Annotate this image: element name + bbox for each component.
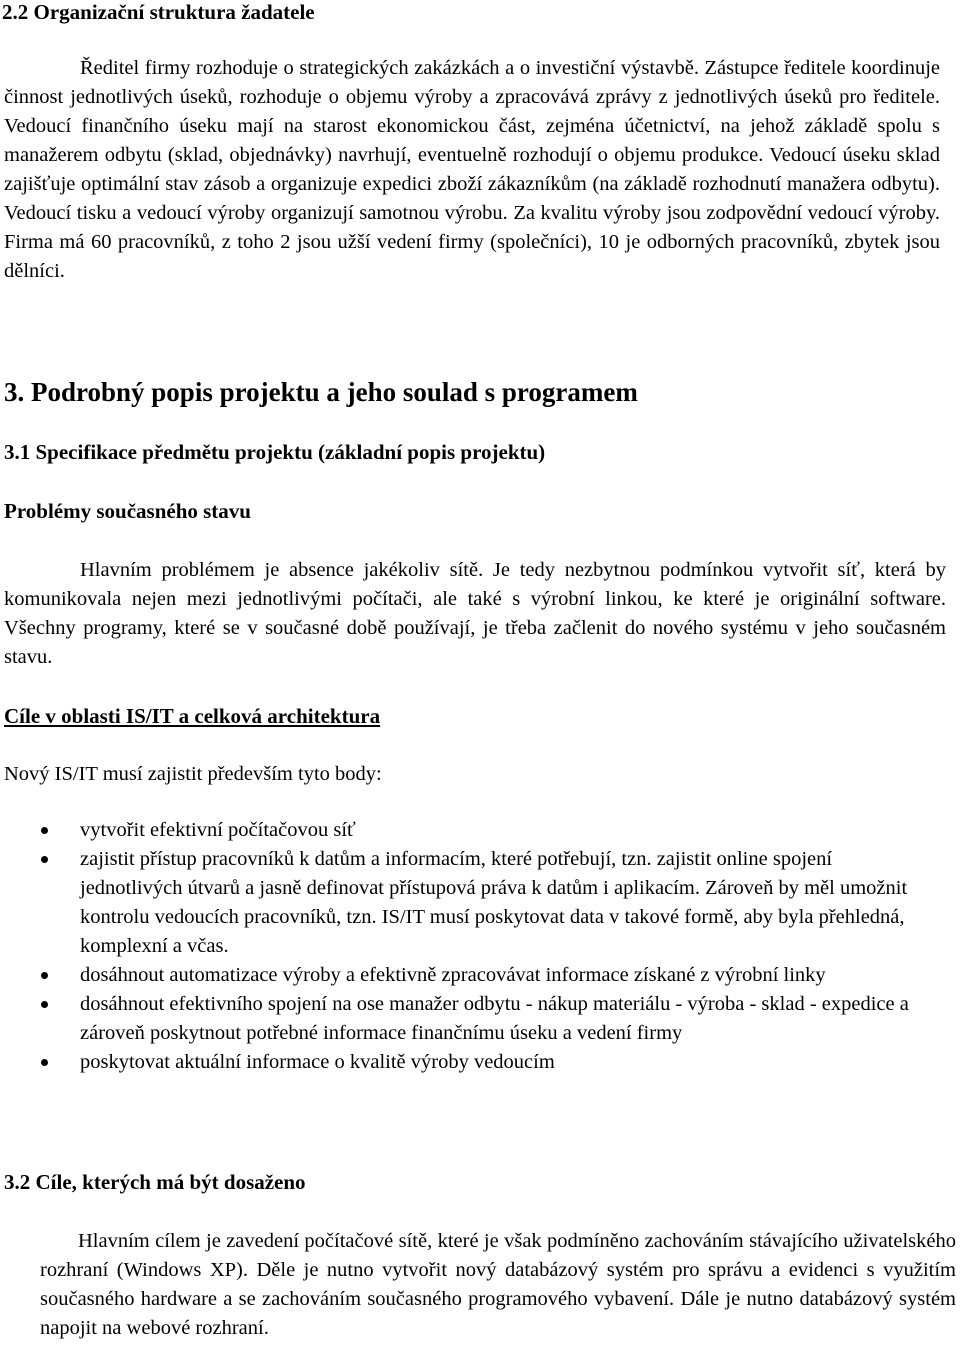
- list-item-text: zajistit přístup pracovníků k datům a informacím, které potřebují, tzn. zajistit online spojení jednotlivých útvarů a jasně definovat přístupová práva k datům i aplikacím. Zároveň by měl umožnit kontrolu vedoucích pracovníků, tzn. IS/IT musí poskytovat data v takové formě, aby byla přehledná, komplexní a včas.: [80, 848, 908, 957]
- bullet-icon: [41, 972, 48, 979]
- goals-heading: Cíle v oblasti IS/IT a celková architektura: [4, 704, 381, 728]
- list-item: [0, 816, 960, 845]
- problems-paragraph: Hlavním problémem je absence jakékoliv sítě. Je tedy nezbytnou podmínkou vytvořit síť, která by komunikovala nejen mezi jednotlivými počítači, ale také s výrobní linkou, ke které je originální software. Všechny programy, které se v současné době používají, je třeba začlenit do nového systému v jeho současném stavu.: [4, 559, 946, 668]
- section-3-2-paragraph: Hlavním cílem je zavedení počítačové sítě, které je však podmíněno zachováním stávajícího uživatelského rozhraní (Windows XP). Děle je nutno vytvořit nový databázový systém pro správu a evidenci s využitím současného hardware a se zachováním současného programového vybavení. Dále je nutno databázový systém napojit na webové rozhraní.: [40, 1230, 956, 1339]
- list-item: [0, 1048, 960, 1077]
- goals-intro: Nový IS/IT musí zajistit především tyto body:: [4, 763, 382, 785]
- list-item-text: dosáhnout efektivního spojení na ose manažer odbytu - nákup materiálu - výroba - sklad - expedice a zároveň poskytnout potřebné informace finančnímu úseku a vedení firmy: [80, 993, 909, 1044]
- list-item-text: vytvořit efektivní počítačovou síť: [80, 819, 356, 841]
- list-item-text: dosáhnout automatizace výroby a efektivně zpracovávat informace získané z výrobní linky: [80, 964, 826, 986]
- section-2-2-paragraph: Ředitel firmy rozhoduje o strategických zakázkách a o investiční výstavbě. Zástupce ředitele koordinuje činnost jednotlivých úseků, rozhoduje o objemu výroby a zpracovává zprávy z jednotlivých úseků pro ředitele. Vedoucí finančního úseku mají na starost ekonomickou část, zejména účetnictví, na jehož základě spolu s manažerem odbytu (sklad, objednávky) navrhují, eventuelně rozhodují o objemu produkce. Vedoucí úseku sklad zajišťuje optimální stav zásob a organizuje expedici zboží zákazníkům (na základě rozhodnutí manažera odbytu). Vedoucí tisku a vedoucí výroby organizují samotnou výrobu. Za kvalitu výroby jsou zodpovědní vedoucí výroby. Firma má 60 pracovníků, z toho 2 jsou užší vedení firmy (společníci), 10 je odborných pracovníků, zbytek jsou dělníci.: [4, 57, 940, 282]
- section-3-heading: 3. Podrobný popis projektu a jeho soulad s programem: [4, 377, 638, 407]
- list-item-text: poskytovat aktuální informace o kvalitě výroby vedoucím: [80, 1051, 555, 1073]
- list-item: [0, 845, 960, 961]
- problems-heading: Problémy současného stavu: [4, 499, 251, 523]
- bullet-icon: [41, 856, 48, 863]
- section-3-1-heading: 3.1 Specifikace předmětu projektu (základní popis projektu): [4, 440, 546, 464]
- section-2-2-heading: 2.2 Organizační struktura žadatele: [2, 0, 315, 24]
- section-3-2-heading: 3.2 Cíle, kterých má být dosaženo: [4, 1170, 306, 1194]
- bullet-icon: [41, 827, 48, 834]
- bullet-icon: [41, 1001, 48, 1008]
- list-item: [0, 961, 960, 990]
- list-item: [0, 990, 960, 1048]
- bullet-icon: [41, 1059, 48, 1066]
- goals-list: [0, 816, 960, 1077]
